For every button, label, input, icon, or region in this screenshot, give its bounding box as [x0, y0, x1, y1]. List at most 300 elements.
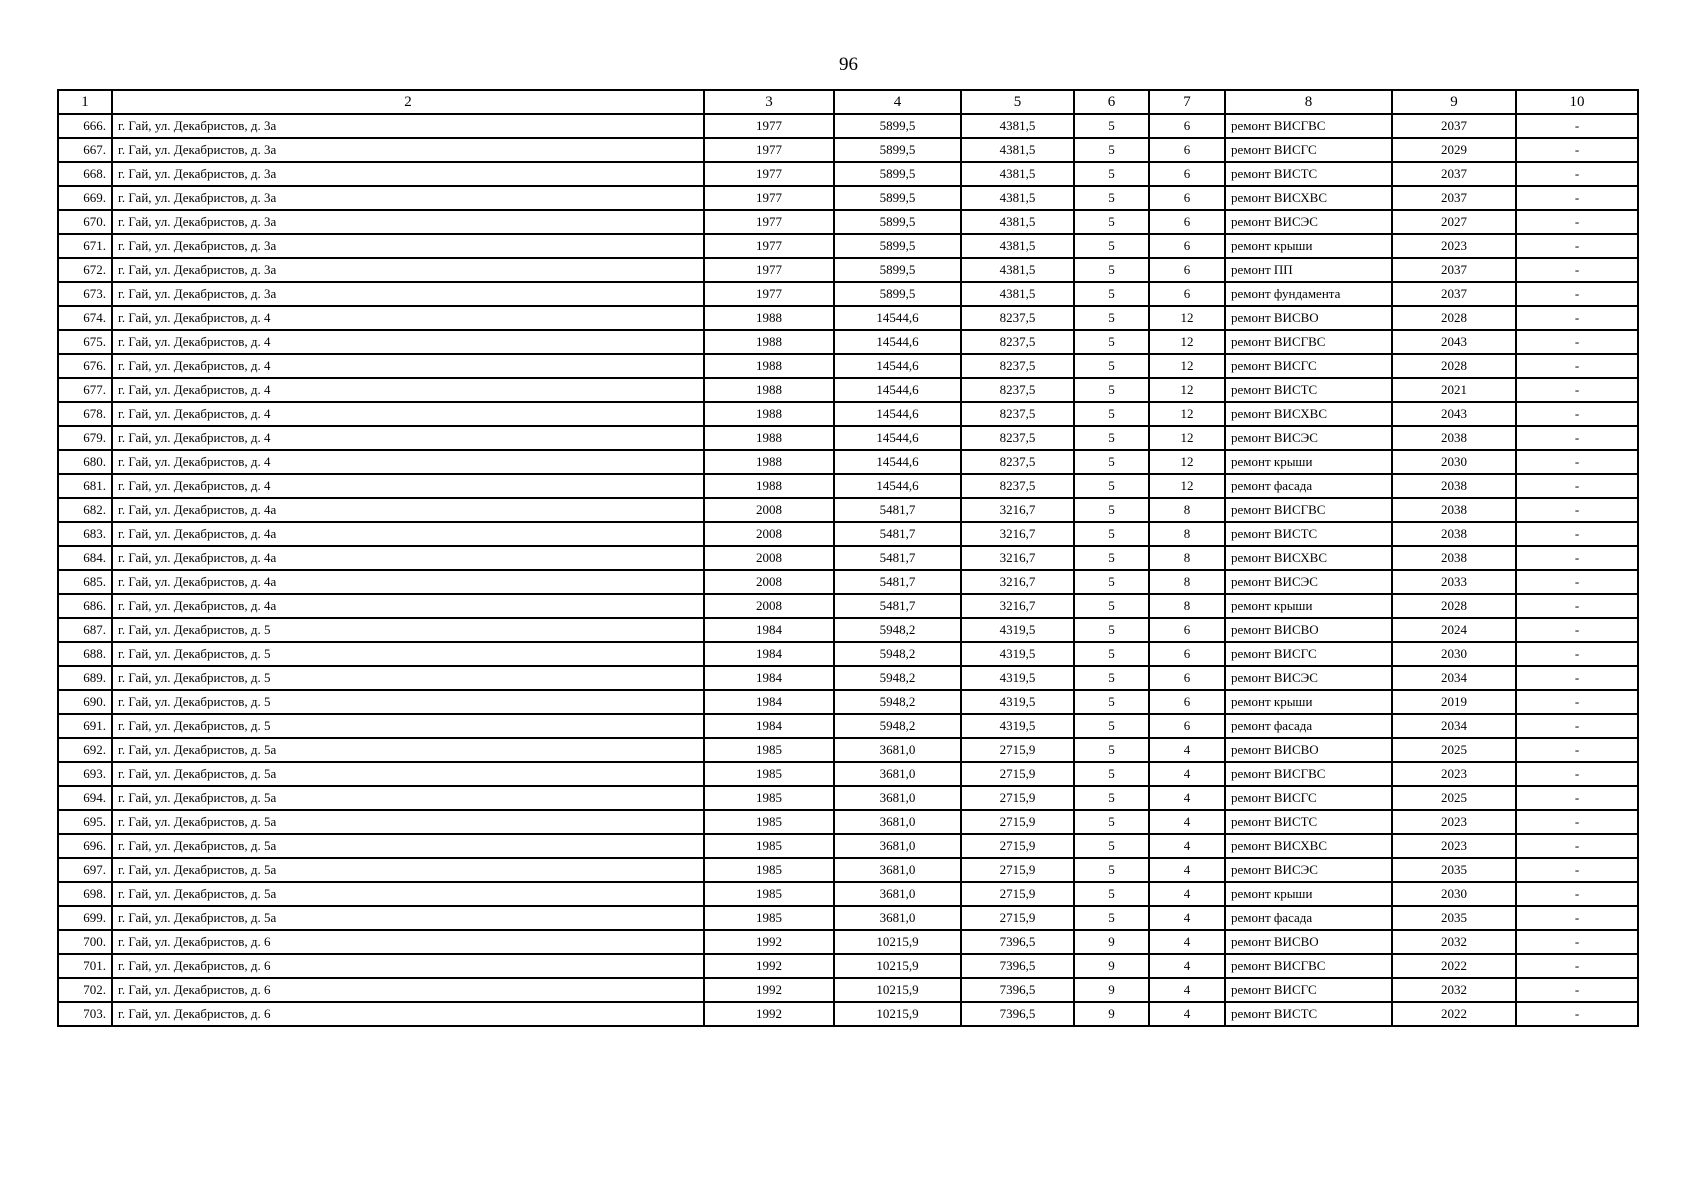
- table-row: [58, 210, 1638, 234]
- floors-cell: 5: [1074, 690, 1149, 714]
- work-type-cell: ремонт фасада: [1225, 906, 1392, 930]
- row-number-cell: 688.: [58, 642, 112, 666]
- floors-cell: 5: [1074, 882, 1149, 906]
- total-area-cell: 14544,6: [834, 378, 961, 402]
- address-cell: г. Гай, ул. Декабристов, д. 3а: [112, 234, 704, 258]
- total-area-cell: 5899,5: [834, 258, 961, 282]
- work-type-cell: ремонт ВИСХВС: [1225, 186, 1392, 210]
- row-number-cell: 684.: [58, 546, 112, 570]
- work-type-cell: ремонт ВИСГС: [1225, 354, 1392, 378]
- planned-year-cell: 2037: [1392, 186, 1516, 210]
- year-cell: 1985: [704, 858, 834, 882]
- year-cell: 1985: [704, 882, 834, 906]
- total-area-cell: 3681,0: [834, 786, 961, 810]
- total-area-cell: 5481,7: [834, 570, 961, 594]
- planned-year-cell: 2035: [1392, 906, 1516, 930]
- note-cell: -: [1516, 114, 1638, 138]
- note-cell: -: [1516, 258, 1638, 282]
- work-type-cell: ремонт ВИСТС: [1225, 1002, 1392, 1026]
- living-area-cell: 4381,5: [961, 114, 1074, 138]
- work-type-cell: ремонт ВИСХВС: [1225, 546, 1392, 570]
- planned-year-cell: 2022: [1392, 1002, 1516, 1026]
- note-cell: -: [1516, 1002, 1638, 1026]
- work-type-cell: ремонт ВИСВО: [1225, 306, 1392, 330]
- total-area-cell: 3681,0: [834, 858, 961, 882]
- address-cell: г. Гай, ул. Декабристов, д. 4а: [112, 546, 704, 570]
- floors-cell: 5: [1074, 138, 1149, 162]
- row-number-cell: 673.: [58, 282, 112, 306]
- planned-year-cell: 2023: [1392, 834, 1516, 858]
- year-cell: 2008: [704, 594, 834, 618]
- entrances-cell: 6: [1149, 666, 1225, 690]
- year-cell: 1988: [704, 306, 834, 330]
- floors-cell: 5: [1074, 450, 1149, 474]
- address-cell: г. Гай, ул. Декабристов, д. 6: [112, 1002, 704, 1026]
- row-number-cell: 680.: [58, 450, 112, 474]
- planned-year-cell: 2032: [1392, 978, 1516, 1002]
- table-row: [58, 954, 1638, 978]
- total-area-cell: 14544,6: [834, 306, 961, 330]
- row-number-cell: 677.: [58, 378, 112, 402]
- row-number-cell: 694.: [58, 786, 112, 810]
- address-cell: г. Гай, ул. Декабристов, д. 5: [112, 666, 704, 690]
- total-area-cell: 5481,7: [834, 546, 961, 570]
- entrances-cell: 6: [1149, 114, 1225, 138]
- entrances-cell: 12: [1149, 474, 1225, 498]
- planned-year-cell: 2023: [1392, 234, 1516, 258]
- table-row: [58, 738, 1638, 762]
- year-cell: 2008: [704, 570, 834, 594]
- table-body: [58, 114, 1638, 1026]
- total-area-cell: 5899,5: [834, 210, 961, 234]
- table-row: [58, 834, 1638, 858]
- planned-year-cell: 2037: [1392, 282, 1516, 306]
- total-area-cell: 3681,0: [834, 810, 961, 834]
- work-type-cell: ремонт ПП: [1225, 258, 1392, 282]
- column-header: 3: [704, 90, 834, 114]
- note-cell: -: [1516, 690, 1638, 714]
- year-cell: 1977: [704, 162, 834, 186]
- address-cell: г. Гай, ул. Декабристов, д. 5а: [112, 882, 704, 906]
- row-number-cell: 683.: [58, 522, 112, 546]
- planned-year-cell: 2030: [1392, 450, 1516, 474]
- address-cell: г. Гай, ул. Декабристов, д. 4а: [112, 570, 704, 594]
- planned-year-cell: 2019: [1392, 690, 1516, 714]
- living-area-cell: 4381,5: [961, 162, 1074, 186]
- address-cell: г. Гай, ул. Декабристов, д. 4: [112, 450, 704, 474]
- year-cell: 2008: [704, 546, 834, 570]
- total-area-cell: 3681,0: [834, 882, 961, 906]
- floors-cell: 5: [1074, 162, 1149, 186]
- note-cell: -: [1516, 402, 1638, 426]
- work-type-cell: ремонт ВИСЭС: [1225, 210, 1392, 234]
- planned-year-cell: 2038: [1392, 426, 1516, 450]
- work-type-cell: ремонт ВИСТС: [1225, 522, 1392, 546]
- floors-cell: 5: [1074, 306, 1149, 330]
- row-number-cell: 687.: [58, 618, 112, 642]
- note-cell: -: [1516, 882, 1638, 906]
- row-number-cell: 692.: [58, 738, 112, 762]
- entrances-cell: 6: [1149, 618, 1225, 642]
- living-area-cell: 2715,9: [961, 882, 1074, 906]
- year-cell: 1985: [704, 786, 834, 810]
- floors-cell: 5: [1074, 498, 1149, 522]
- year-cell: 1988: [704, 402, 834, 426]
- living-area-cell: 2715,9: [961, 834, 1074, 858]
- table-row: [58, 426, 1638, 450]
- note-cell: -: [1516, 714, 1638, 738]
- table-row: [58, 570, 1638, 594]
- note-cell: -: [1516, 474, 1638, 498]
- year-cell: 1992: [704, 1002, 834, 1026]
- row-number-cell: 685.: [58, 570, 112, 594]
- floors-cell: 5: [1074, 282, 1149, 306]
- table-row: [58, 1002, 1638, 1026]
- entrances-cell: 6: [1149, 138, 1225, 162]
- work-type-cell: ремонт ВИСГВС: [1225, 762, 1392, 786]
- entrances-cell: 4: [1149, 906, 1225, 930]
- note-cell: -: [1516, 210, 1638, 234]
- planned-year-cell: 2033: [1392, 570, 1516, 594]
- total-area-cell: 10215,9: [834, 978, 961, 1002]
- work-type-cell: ремонт ВИСГС: [1225, 642, 1392, 666]
- note-cell: -: [1516, 162, 1638, 186]
- table-row: [58, 474, 1638, 498]
- table-row: [58, 522, 1638, 546]
- address-cell: г. Гай, ул. Декабристов, д. 5а: [112, 810, 704, 834]
- address-cell: г. Гай, ул. Декабристов, д. 5а: [112, 906, 704, 930]
- floors-cell: 9: [1074, 954, 1149, 978]
- planned-year-cell: 2025: [1392, 738, 1516, 762]
- column-header: 2: [112, 90, 704, 114]
- living-area-cell: 8237,5: [961, 426, 1074, 450]
- year-cell: 1992: [704, 930, 834, 954]
- entrances-cell: 4: [1149, 930, 1225, 954]
- page-number: 96: [839, 54, 858, 75]
- living-area-cell: 7396,5: [961, 930, 1074, 954]
- note-cell: -: [1516, 138, 1638, 162]
- planned-year-cell: 2043: [1392, 330, 1516, 354]
- row-number-cell: 698.: [58, 882, 112, 906]
- note-cell: -: [1516, 498, 1638, 522]
- row-number-cell: 679.: [58, 426, 112, 450]
- note-cell: -: [1516, 426, 1638, 450]
- entrances-cell: 12: [1149, 378, 1225, 402]
- table-row: [58, 690, 1638, 714]
- row-number-cell: 686.: [58, 594, 112, 618]
- year-cell: 1985: [704, 906, 834, 930]
- address-cell: г. Гай, ул. Декабристов, д. 4а: [112, 522, 704, 546]
- address-cell: г. Гай, ул. Декабристов, д. 3а: [112, 210, 704, 234]
- address-cell: г. Гай, ул. Декабристов, д. 5: [112, 642, 704, 666]
- total-area-cell: 5481,7: [834, 522, 961, 546]
- planned-year-cell: 2037: [1392, 258, 1516, 282]
- living-area-cell: 7396,5: [961, 954, 1074, 978]
- living-area-cell: 2715,9: [961, 810, 1074, 834]
- floors-cell: 5: [1074, 522, 1149, 546]
- entrances-cell: 12: [1149, 354, 1225, 378]
- table-row: [58, 642, 1638, 666]
- living-area-cell: 4381,5: [961, 186, 1074, 210]
- table-row: [58, 882, 1638, 906]
- year-cell: 1977: [704, 186, 834, 210]
- floors-cell: 5: [1074, 810, 1149, 834]
- entrances-cell: 6: [1149, 234, 1225, 258]
- note-cell: -: [1516, 666, 1638, 690]
- floors-cell: 5: [1074, 834, 1149, 858]
- year-cell: 1988: [704, 450, 834, 474]
- planned-year-cell: 2043: [1392, 402, 1516, 426]
- year-cell: 1984: [704, 714, 834, 738]
- floors-cell: 5: [1074, 858, 1149, 882]
- year-cell: 1985: [704, 834, 834, 858]
- table-row: [58, 714, 1638, 738]
- row-number-cell: 689.: [58, 666, 112, 690]
- entrances-cell: 4: [1149, 834, 1225, 858]
- floors-cell: 9: [1074, 930, 1149, 954]
- work-type-cell: ремонт фасада: [1225, 714, 1392, 738]
- entrances-cell: 8: [1149, 522, 1225, 546]
- work-type-cell: ремонт ВИСЭС: [1225, 426, 1392, 450]
- note-cell: -: [1516, 450, 1638, 474]
- living-area-cell: 3216,7: [961, 546, 1074, 570]
- planned-year-cell: 2037: [1392, 114, 1516, 138]
- year-cell: 1992: [704, 978, 834, 1002]
- table-row: [58, 378, 1638, 402]
- work-type-cell: ремонт ВИСТС: [1225, 810, 1392, 834]
- planned-year-cell: 2034: [1392, 666, 1516, 690]
- living-area-cell: 4381,5: [961, 258, 1074, 282]
- note-cell: -: [1516, 762, 1638, 786]
- address-cell: г. Гай, ул. Декабристов, д. 3а: [112, 138, 704, 162]
- total-area-cell: 3681,0: [834, 762, 961, 786]
- floors-cell: 5: [1074, 210, 1149, 234]
- header-row: [58, 90, 1638, 114]
- column-header: 5: [961, 90, 1074, 114]
- address-cell: г. Гай, ул. Декабристов, д. 6: [112, 954, 704, 978]
- entrances-cell: 8: [1149, 546, 1225, 570]
- floors-cell: 9: [1074, 978, 1149, 1002]
- planned-year-cell: 2038: [1392, 522, 1516, 546]
- table-row: [58, 546, 1638, 570]
- living-area-cell: 3216,7: [961, 498, 1074, 522]
- row-number-cell: 670.: [58, 210, 112, 234]
- note-cell: -: [1516, 570, 1638, 594]
- work-type-cell: ремонт фундамента: [1225, 282, 1392, 306]
- work-type-cell: ремонт ВИСГВС: [1225, 954, 1392, 978]
- year-cell: 1977: [704, 258, 834, 282]
- floors-cell: 5: [1074, 426, 1149, 450]
- column-header: 8: [1225, 90, 1392, 114]
- year-cell: 1988: [704, 378, 834, 402]
- entrances-cell: 8: [1149, 498, 1225, 522]
- living-area-cell: 8237,5: [961, 330, 1074, 354]
- living-area-cell: 4319,5: [961, 666, 1074, 690]
- total-area-cell: 5899,5: [834, 282, 961, 306]
- row-number-cell: 668.: [58, 162, 112, 186]
- entrances-cell: 8: [1149, 570, 1225, 594]
- living-area-cell: 8237,5: [961, 402, 1074, 426]
- total-area-cell: 3681,0: [834, 834, 961, 858]
- planned-year-cell: 2037: [1392, 162, 1516, 186]
- year-cell: 1977: [704, 282, 834, 306]
- work-type-cell: ремонт ВИСВО: [1225, 930, 1392, 954]
- living-area-cell: 8237,5: [961, 354, 1074, 378]
- floors-cell: 5: [1074, 186, 1149, 210]
- living-area-cell: 4381,5: [961, 282, 1074, 306]
- entrances-cell: 6: [1149, 258, 1225, 282]
- note-cell: -: [1516, 954, 1638, 978]
- total-area-cell: 5948,2: [834, 690, 961, 714]
- floors-cell: 5: [1074, 114, 1149, 138]
- entrances-cell: 4: [1149, 810, 1225, 834]
- work-type-cell: ремонт ВИСЭС: [1225, 858, 1392, 882]
- year-cell: 1985: [704, 762, 834, 786]
- address-cell: г. Гай, ул. Декабристов, д. 4: [112, 306, 704, 330]
- work-type-cell: ремонт ВИСТС: [1225, 378, 1392, 402]
- living-area-cell: 4319,5: [961, 714, 1074, 738]
- floors-cell: 5: [1074, 762, 1149, 786]
- work-type-cell: ремонт ВИСВО: [1225, 738, 1392, 762]
- total-area-cell: 3681,0: [834, 906, 961, 930]
- note-cell: -: [1516, 378, 1638, 402]
- entrances-cell: 4: [1149, 882, 1225, 906]
- year-cell: 1985: [704, 810, 834, 834]
- floors-cell: 5: [1074, 618, 1149, 642]
- address-cell: г. Гай, ул. Декабристов, д. 4: [112, 354, 704, 378]
- row-number-cell: 696.: [58, 834, 112, 858]
- living-area-cell: 8237,5: [961, 450, 1074, 474]
- work-type-cell: ремонт ВИСХВС: [1225, 402, 1392, 426]
- planned-year-cell: 2021: [1392, 378, 1516, 402]
- total-area-cell: 5948,2: [834, 714, 961, 738]
- work-type-cell: ремонт ВИСГС: [1225, 786, 1392, 810]
- table-row: [58, 114, 1638, 138]
- work-type-cell: ремонт ВИСГС: [1225, 978, 1392, 1002]
- total-area-cell: 14544,6: [834, 330, 961, 354]
- note-cell: -: [1516, 234, 1638, 258]
- row-number-cell: 697.: [58, 858, 112, 882]
- living-area-cell: 8237,5: [961, 474, 1074, 498]
- row-number-cell: 695.: [58, 810, 112, 834]
- table-row: [58, 138, 1638, 162]
- entrances-cell: 6: [1149, 210, 1225, 234]
- entrances-cell: 12: [1149, 426, 1225, 450]
- floors-cell: 5: [1074, 738, 1149, 762]
- table-row: [58, 186, 1638, 210]
- column-header: 10: [1516, 90, 1638, 114]
- living-area-cell: 4319,5: [961, 618, 1074, 642]
- address-cell: г. Гай, ул. Декабристов, д. 4а: [112, 594, 704, 618]
- row-number-cell: 701.: [58, 954, 112, 978]
- floors-cell: 5: [1074, 906, 1149, 930]
- planned-year-cell: 2029: [1392, 138, 1516, 162]
- table-row: [58, 234, 1638, 258]
- table-row: [58, 162, 1638, 186]
- work-type-cell: ремонт ВИСТС: [1225, 162, 1392, 186]
- note-cell: -: [1516, 786, 1638, 810]
- floors-cell: 5: [1074, 402, 1149, 426]
- floors-cell: 5: [1074, 378, 1149, 402]
- address-cell: г. Гай, ул. Декабристов, д. 4: [112, 402, 704, 426]
- entrances-cell: 6: [1149, 714, 1225, 738]
- planned-year-cell: 2022: [1392, 954, 1516, 978]
- total-area-cell: 5948,2: [834, 642, 961, 666]
- entrances-cell: 4: [1149, 762, 1225, 786]
- work-type-cell: ремонт крыши: [1225, 882, 1392, 906]
- living-area-cell: 7396,5: [961, 978, 1074, 1002]
- row-number-cell: 681.: [58, 474, 112, 498]
- note-cell: -: [1516, 978, 1638, 1002]
- address-cell: г. Гай, ул. Декабристов, д. 6: [112, 930, 704, 954]
- note-cell: -: [1516, 642, 1638, 666]
- table-row: [58, 402, 1638, 426]
- row-number-cell: 690.: [58, 690, 112, 714]
- total-area-cell: 10215,9: [834, 1002, 961, 1026]
- entrances-cell: 12: [1149, 450, 1225, 474]
- work-type-cell: ремонт крыши: [1225, 234, 1392, 258]
- total-area-cell: 5481,7: [834, 498, 961, 522]
- floors-cell: 5: [1074, 594, 1149, 618]
- registry-table: [57, 89, 1639, 1027]
- note-cell: -: [1516, 930, 1638, 954]
- year-cell: 1985: [704, 738, 834, 762]
- living-area-cell: 2715,9: [961, 858, 1074, 882]
- total-area-cell: 5481,7: [834, 594, 961, 618]
- living-area-cell: 4319,5: [961, 690, 1074, 714]
- address-cell: г. Гай, ул. Декабристов, д. 5а: [112, 858, 704, 882]
- total-area-cell: 3681,0: [834, 738, 961, 762]
- address-cell: г. Гай, ул. Декабристов, д. 4: [112, 378, 704, 402]
- entrances-cell: 6: [1149, 642, 1225, 666]
- row-number-cell: 669.: [58, 186, 112, 210]
- total-area-cell: 14544,6: [834, 402, 961, 426]
- year-cell: 1984: [704, 642, 834, 666]
- address-cell: г. Гай, ул. Декабристов, д. 4а: [112, 498, 704, 522]
- table-row: [58, 858, 1638, 882]
- planned-year-cell: 2038: [1392, 546, 1516, 570]
- floors-cell: 5: [1074, 258, 1149, 282]
- floors-cell: 5: [1074, 786, 1149, 810]
- total-area-cell: 5899,5: [834, 138, 961, 162]
- total-area-cell: 10215,9: [834, 954, 961, 978]
- living-area-cell: 8237,5: [961, 378, 1074, 402]
- work-type-cell: ремонт ВИСЭС: [1225, 570, 1392, 594]
- floors-cell: 5: [1074, 546, 1149, 570]
- address-cell: г. Гай, ул. Декабристов, д. 5: [112, 714, 704, 738]
- row-number-cell: 666.: [58, 114, 112, 138]
- year-cell: 2008: [704, 498, 834, 522]
- entrances-cell: 6: [1149, 186, 1225, 210]
- floors-cell: 5: [1074, 234, 1149, 258]
- total-area-cell: 5899,5: [834, 234, 961, 258]
- table-row: [58, 258, 1638, 282]
- entrances-cell: 4: [1149, 978, 1225, 1002]
- year-cell: 1988: [704, 474, 834, 498]
- planned-year-cell: 2034: [1392, 714, 1516, 738]
- column-header: 6: [1074, 90, 1149, 114]
- address-cell: г. Гай, ул. Декабристов, д. 5а: [112, 786, 704, 810]
- planned-year-cell: 2023: [1392, 762, 1516, 786]
- note-cell: -: [1516, 810, 1638, 834]
- living-area-cell: 2715,9: [961, 762, 1074, 786]
- row-number-cell: 671.: [58, 234, 112, 258]
- total-area-cell: 14544,6: [834, 354, 961, 378]
- year-cell: 1988: [704, 354, 834, 378]
- year-cell: 1977: [704, 210, 834, 234]
- floors-cell: 5: [1074, 570, 1149, 594]
- entrances-cell: 4: [1149, 954, 1225, 978]
